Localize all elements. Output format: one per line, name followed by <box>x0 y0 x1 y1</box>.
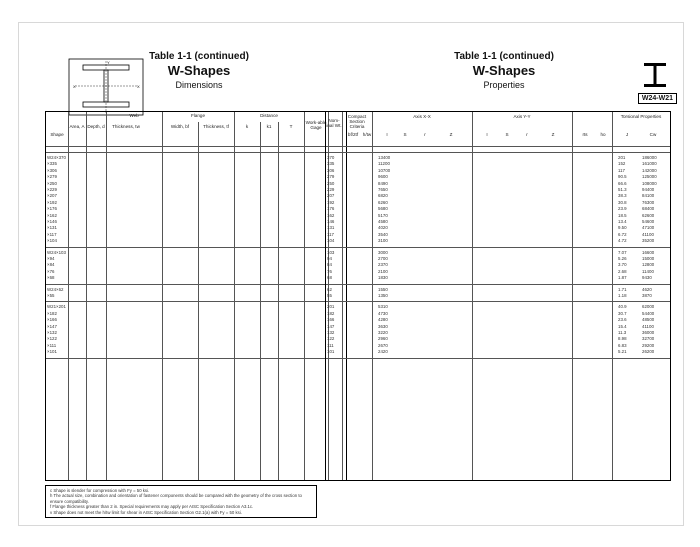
header-web: Web <box>129 113 139 118</box>
textbook-page <box>18 22 684 526</box>
ix-cell: 8490 <box>378 180 388 186</box>
cw-cell: 11400 <box>642 268 654 274</box>
cw-cell: 62000 <box>642 304 655 310</box>
nominal-weight-cell: 147 <box>327 323 335 329</box>
header-flange: Flange <box>190 113 206 118</box>
cw-cell: 47100 <box>642 225 655 231</box>
subheader-cell: S <box>403 132 407 137</box>
nominal-weight-cell: 55 <box>327 293 332 298</box>
ix-cell: 2670 <box>378 342 388 348</box>
nominal-weight-cell: 122 <box>327 336 335 342</box>
nominal-weight-cell: 335 <box>327 161 335 167</box>
j-cell: 117 <box>618 167 625 173</box>
cw-cell: 41100 <box>642 323 654 329</box>
shape-row: ×279 <box>47 174 57 180</box>
ix-cell: 3630 <box>378 323 388 329</box>
shape-row: W21×201 <box>47 304 66 310</box>
shape-row: ×76 <box>47 268 55 274</box>
i-beam-icon <box>641 61 669 89</box>
header-k: k <box>245 124 249 129</box>
header-web-thickness: Thickness, tw <box>112 124 140 129</box>
nominal-weight-cell: 192 <box>327 199 335 205</box>
cw-cell: 48500 <box>642 317 655 323</box>
header-axis-xx: Axis X-X <box>413 114 431 119</box>
cw-cell: 4620 <box>642 286 652 292</box>
j-cell: 23.9 <box>618 206 627 212</box>
j-cell: 152 <box>618 161 626 167</box>
nominal-weight-cell: 162 <box>327 212 335 218</box>
j-cell: 90.5 <box>618 174 627 180</box>
subheader-cell: I <box>486 132 488 137</box>
subheader-cell: Z <box>551 132 555 137</box>
shape-row: ×104 <box>47 238 57 244</box>
cw-cell: 32700 <box>642 336 655 342</box>
ix-cell: 4730 <box>378 310 388 316</box>
cw-cell: 54600 <box>642 219 655 224</box>
j-cell: 18.5 <box>618 212 627 218</box>
j-cell: 66.6 <box>618 180 627 186</box>
j-cell: 1.18 <box>618 293 627 298</box>
subheader-cell: Cw <box>649 132 657 137</box>
cw-cell: 161000 <box>642 161 657 167</box>
cw-cell: 9430 <box>642 275 652 281</box>
shape-row: W24×62 <box>47 286 64 292</box>
ix-cell: 4280 <box>378 317 388 323</box>
nominal-weight-cell: 94 <box>327 256 332 261</box>
ix-cell: 1550 <box>378 286 388 292</box>
nominal-weight-cell: 207 <box>327 193 335 199</box>
j-cell: 8.98 <box>618 336 627 342</box>
cw-cell: 36000 <box>642 330 655 335</box>
header-k1: k1 <box>266 124 272 129</box>
j-cell: 23.6 <box>618 317 627 323</box>
ix-cell: 5170 <box>378 212 388 218</box>
ix-cell: 2700 <box>378 256 388 261</box>
subheader-cell: I <box>386 132 388 137</box>
ix-cell: 4020 <box>378 225 388 231</box>
subheader-cell: h/tw <box>362 132 372 137</box>
right-title-line2: W-Shapes <box>472 63 536 78</box>
nominal-weight-cell: 103 <box>327 249 335 255</box>
ix-cell: 1350 <box>378 293 388 298</box>
cw-cell: 94400 <box>642 187 655 192</box>
subheader-cell: r <box>424 132 426 137</box>
ix-cell: 10700 <box>378 167 391 173</box>
properties-table <box>325 111 671 481</box>
j-cell: 6.83 <box>618 342 627 348</box>
shape-row: ×250 <box>47 180 57 186</box>
j-cell: 201 <box>618 155 626 160</box>
shape-row: ×84 <box>47 262 55 268</box>
cw-cell: 54400 <box>642 310 655 316</box>
nominal-weight-cell: 166 <box>327 317 335 323</box>
j-cell: 1.71 <box>618 286 627 292</box>
nominal-weight-cell: 131 <box>327 225 335 231</box>
shape-row: ×132 <box>47 330 57 335</box>
j-cell: 11.3 <box>618 330 627 335</box>
j-cell: 30.8 <box>618 199 627 205</box>
shape-row: ×306 <box>47 167 57 173</box>
ix-cell: 9600 <box>378 174 388 180</box>
shape-row: ×192 <box>47 199 57 205</box>
group-divider <box>326 301 670 302</box>
shape-range-tag: W24-W21 <box>638 93 677 104</box>
cw-cell: 62600 <box>642 212 655 218</box>
j-cell: 38.3 <box>618 193 627 199</box>
cw-cell: 186000 <box>642 155 657 160</box>
nominal-weight-cell: 370 <box>327 155 335 160</box>
shape-row: ×207 <box>47 193 57 199</box>
ix-cell: 2100 <box>378 268 388 274</box>
ix-cell: 5680 <box>378 206 388 212</box>
j-cell: 2.68 <box>618 268 627 274</box>
cw-cell: 15000 <box>642 256 655 261</box>
header-nominal-wt: Nom-inal Wt. <box>326 118 342 129</box>
ix-cell: 3540 <box>378 231 388 237</box>
left-title-line1: Table 1-1 (continued) <box>149 51 249 62</box>
group-divider <box>46 247 346 248</box>
j-cell: 15.4 <box>618 323 627 329</box>
cw-cell: 41100 <box>642 231 654 237</box>
ix-cell: 13400 <box>378 155 391 160</box>
nominal-weight-cell: 84 <box>327 262 332 268</box>
shape-row: ×94 <box>47 256 55 261</box>
header-axis-yy: Axis Y-Y <box>513 114 531 119</box>
shape-row: ×146 <box>47 219 57 224</box>
header-T: T <box>289 124 293 129</box>
shape-row: ×182 <box>47 310 57 316</box>
header-torsional: Torsional Properties <box>620 114 662 119</box>
j-cell: 13.4 <box>618 219 627 224</box>
group-divider <box>46 301 346 302</box>
ix-cell: 6260 <box>378 199 388 205</box>
left-title-line3: Dimensions <box>175 80 223 90</box>
nominal-weight-cell: 62 <box>327 286 332 292</box>
footnotes <box>45 485 317 518</box>
subheader-cell: ho <box>600 132 606 137</box>
subheader-cell: J <box>625 132 629 137</box>
ix-cell: 2370 <box>378 262 388 268</box>
shape-row: ×111 <box>47 342 57 348</box>
cw-cell: 84100 <box>642 193 655 199</box>
ix-cell: 2420 <box>378 349 388 355</box>
ix-cell: 6820 <box>378 193 388 199</box>
shape-row: ×162 <box>47 212 57 218</box>
right-title-line1: Table 1-1 (continued) <box>454 51 554 62</box>
subheader-cell: bf/2tf <box>347 132 359 137</box>
header-area: Area, A <box>69 124 85 129</box>
cw-cell: 35200 <box>642 238 655 244</box>
nominal-weight-cell: 229 <box>327 187 335 192</box>
j-cell: 3.70 <box>618 262 627 268</box>
cw-cell: 3870 <box>642 293 652 298</box>
right-title-line3: Properties <box>483 80 525 90</box>
nominal-weight-cell: 182 <box>327 310 335 316</box>
dimensions-table <box>45 111 347 481</box>
header-distance: Distance <box>260 113 278 118</box>
nominal-weight-cell: 279 <box>327 174 335 180</box>
header-flange-width: Width, bf <box>170 124 190 129</box>
shape-row: ×117 <box>47 231 57 237</box>
subheader-cell: S <box>505 132 509 137</box>
cw-cell: 142000 <box>642 167 657 173</box>
group-divider <box>46 358 346 359</box>
j-cell: 7.07 <box>618 249 627 255</box>
ix-cell: 3000 <box>378 249 388 255</box>
shape-row: ×229 <box>47 187 57 192</box>
nominal-weight-cell: 306 <box>327 167 335 173</box>
nominal-weight-cell: 101 <box>327 349 335 355</box>
cw-cell: 12800 <box>642 262 655 268</box>
nominal-weight-cell: 117 <box>327 231 334 237</box>
j-cell: 1.87 <box>618 275 627 281</box>
shape-row: ×122 <box>47 336 57 342</box>
j-cell: 4.72 <box>618 238 627 244</box>
shape-row: ×55 <box>47 293 55 298</box>
ix-cell: 3220 <box>378 330 388 335</box>
j-cell: 5.26 <box>618 256 627 261</box>
cw-cell: 76300 <box>642 199 655 205</box>
nominal-weight-cell: 201 <box>327 304 335 310</box>
group-divider <box>326 358 670 359</box>
nominal-weight-cell: 176 <box>327 206 335 212</box>
header-shape: Shape <box>50 132 64 137</box>
nominal-weight-cell: 146 <box>327 219 335 224</box>
group-divider <box>326 247 670 248</box>
shape-row: W24×103 <box>47 249 66 255</box>
ix-cell: 2960 <box>378 336 388 342</box>
header-workable-gage: Work-able Gage <box>305 120 327 131</box>
ix-cell: 3100 <box>378 238 388 244</box>
cw-cell: 26200 <box>642 349 655 355</box>
footnote: v Shape does not meet the h/tw limit for shear in AISC Specification Section G2.1(a) with Fy = 50 ksi. <box>50 509 242 515</box>
cw-cell: 29200 <box>642 342 655 348</box>
w-shape-dimension-diagram <box>67 57 145 117</box>
cw-cell: 16600 <box>642 249 655 255</box>
header-compact: Compact Section Criteria <box>347 114 367 130</box>
footnote: f Flange thickness greater than 2 in. Special requirements may apply per AISC Specification Section A3.1c. <box>50 504 254 510</box>
shape-row: ×166 <box>47 317 57 323</box>
header-depth: Depth, d <box>87 124 105 129</box>
j-cell: 40.9 <box>618 304 627 310</box>
nominal-weight-cell: 76 <box>327 268 332 274</box>
ix-cell: 1830 <box>378 275 388 281</box>
ix-cell: 5310 <box>378 304 388 310</box>
svg-text:X: X <box>73 84 76 89</box>
subheader-cell: Z <box>449 132 453 137</box>
cw-cell: 108000 <box>642 180 657 186</box>
nominal-weight-cell: 250 <box>327 180 335 186</box>
j-cell: 51.3 <box>618 187 627 192</box>
cw-cell: 125000 <box>642 174 657 180</box>
footnote: c Shape is slender for compression with Fy = 50 ksi. <box>50 488 150 493</box>
j-cell: 30.7 <box>618 310 627 316</box>
ix-cell: 7650 <box>378 187 388 192</box>
subheader-cell: r <box>526 132 528 137</box>
svg-text:X: X <box>137 84 140 89</box>
j-cell: 5.21 <box>618 349 627 355</box>
shape-row: ×335 <box>47 161 57 167</box>
left-title-line2: W-Shapes <box>167 63 231 78</box>
shape-row: ×101 <box>47 349 57 355</box>
nominal-weight-cell: 104 <box>327 238 335 244</box>
subheader-cell: rts <box>582 132 588 137</box>
shape-row: ×176 <box>47 206 57 212</box>
svg-text:Y: Y <box>107 60 110 65</box>
footnote: h The actual size, combination and orientation of fastener components should be compared with the geometry of the cross section to ensure compatibility. <box>50 493 302 504</box>
j-cell: 6.72 <box>618 231 627 237</box>
shape-row: W24×370 <box>47 155 66 160</box>
ix-cell: 11200 <box>378 161 390 167</box>
group-divider <box>46 284 346 285</box>
nominal-weight-cell: 111 <box>327 342 334 348</box>
shape-row: ×147 <box>47 323 57 329</box>
group-divider <box>326 284 670 285</box>
j-cell: 9.50 <box>618 225 627 231</box>
nominal-weight-cell: 68 <box>327 275 332 281</box>
header-flange-thickness: Thickness, tf <box>203 124 229 129</box>
ix-cell: 4580 <box>378 219 388 224</box>
shape-row: ×68 <box>47 275 55 281</box>
shape-row: ×131 <box>47 225 57 231</box>
nominal-weight-cell: 132 <box>327 330 335 335</box>
cw-cell: 68400 <box>642 206 655 212</box>
